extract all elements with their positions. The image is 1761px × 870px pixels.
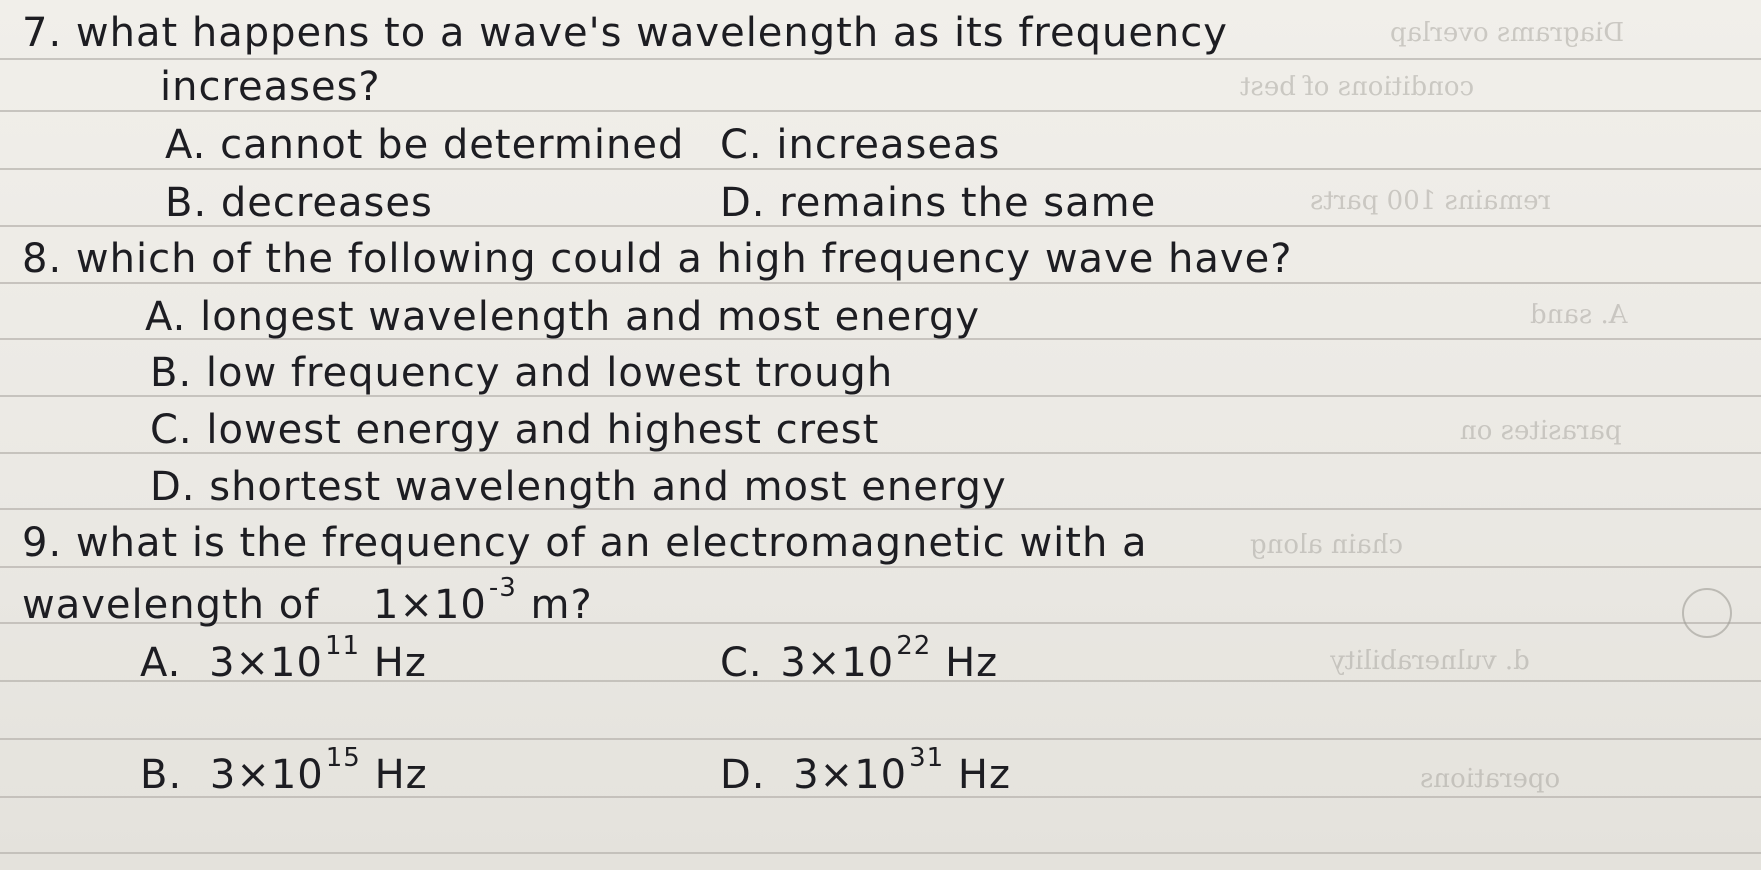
question-number: 8. (22, 236, 63, 282)
option-exponent: 31 (909, 743, 945, 773)
ruled-line (0, 282, 1761, 284)
bleed-through-text: d. vulnerability (1330, 646, 1530, 676)
option-text: increaseas (776, 122, 1001, 168)
option-7d (720, 180, 1156, 226)
wavelength-base: 1×10 (373, 582, 487, 628)
wavelength-exponent: -3 (488, 573, 517, 603)
question-8-line-1 (22, 236, 1292, 282)
question-text: what is the frequency of an electromagnetic with a (75, 520, 1148, 566)
bleed-through-text: operations (1420, 764, 1561, 794)
ruled-line (0, 110, 1761, 112)
option-9c (720, 631, 999, 686)
ruled-line (0, 58, 1761, 60)
option-base: 3×10 (793, 752, 908, 798)
question-9-line-1 (22, 520, 1148, 566)
option-8d (150, 464, 1007, 510)
option-text: remains the same (779, 180, 1157, 226)
option-text: decreases (220, 180, 433, 226)
option-7b (165, 180, 433, 226)
option-letter: B. (165, 180, 208, 226)
option-letter: C. (720, 122, 763, 168)
question-number: 7. (22, 10, 63, 56)
question-text: which of the following could a high frequency wave have? (75, 236, 1293, 282)
option-unit: Hz (374, 752, 428, 798)
wavelength-value (373, 573, 593, 628)
option-text: longest wavelength and most energy (200, 294, 981, 340)
option-9a (140, 631, 427, 686)
bleed-through-text: A. sand (1530, 300, 1628, 330)
bleed-through-text: conditions of best (1240, 72, 1475, 102)
wavelength-unit: m? (530, 582, 593, 628)
ruled-line (0, 566, 1761, 568)
option-letter: B. (140, 752, 183, 798)
option-7c (720, 122, 1000, 168)
option-base: 3×10 (209, 752, 324, 798)
option-unit: Hz (945, 640, 999, 686)
question-7-line-2 (160, 64, 381, 110)
option-exponent: 11 (324, 631, 361, 661)
bleed-through-text: Diagrams overlap (1390, 18, 1625, 48)
question-text: increases? (160, 64, 381, 110)
option-8c (150, 407, 879, 453)
question-number: 9. (22, 520, 63, 566)
option-unit: Hz (373, 640, 427, 686)
bleed-through-text: chain along (1250, 530, 1403, 560)
question-7-line-1 (22, 10, 1228, 56)
option-9b (140, 743, 428, 798)
option-base: 3×10 (780, 640, 895, 686)
option-text: low frequency and lowest trough (205, 350, 894, 396)
option-letter: A. (140, 640, 182, 686)
option-text: shortest wavelength and most energy (209, 464, 1007, 510)
option-unit: Hz (957, 752, 1011, 798)
question-9-line-2 (22, 573, 593, 628)
option-letter: A. (165, 122, 207, 168)
option-exponent: 22 (896, 631, 932, 661)
ruled-line (0, 738, 1761, 740)
question-text: wavelength of (22, 582, 320, 628)
option-7a (165, 122, 684, 168)
option-exponent: 15 (325, 743, 361, 773)
option-letter: D. (720, 180, 766, 226)
circled-mark (1682, 588, 1732, 638)
option-letter: D. (720, 752, 766, 798)
ruled-line (0, 168, 1761, 170)
option-base: 3×10 (209, 640, 323, 686)
option-8a (145, 294, 980, 340)
question-text: what happens to a wave's wavelength as its frequency (75, 10, 1228, 56)
option-letter: D. (150, 464, 196, 510)
ruled-line (0, 852, 1761, 854)
option-letter: B. (150, 350, 193, 396)
option-text: cannot be determined (220, 122, 685, 168)
option-letter: C. (720, 640, 763, 686)
option-9d (720, 743, 1011, 798)
option-8b (150, 350, 893, 396)
bleed-through-text: remains 100 parts (1310, 186, 1551, 216)
option-letter: A. (145, 294, 187, 340)
option-text: lowest energy and highest crest (206, 407, 880, 453)
option-letter: C. (150, 407, 193, 453)
bleed-through-text: parasites on (1460, 416, 1622, 446)
